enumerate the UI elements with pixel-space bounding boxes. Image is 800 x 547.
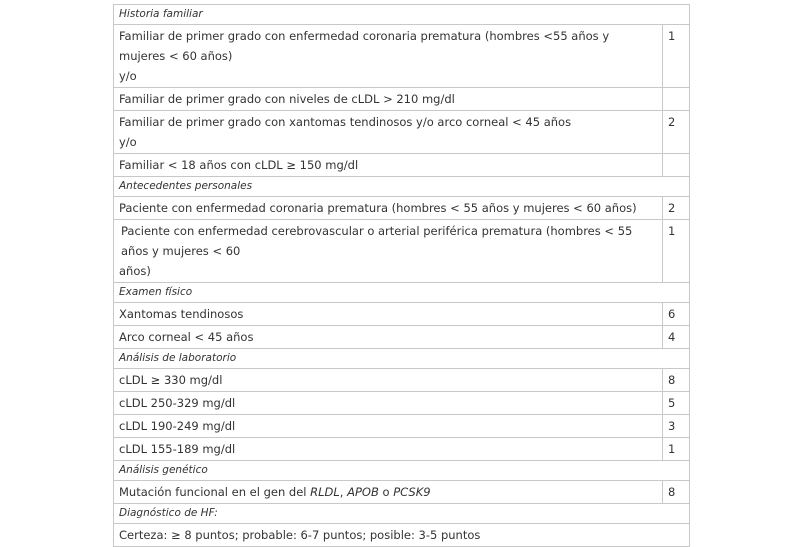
section-header-historia <box>114 5 690 25</box>
table-row <box>114 220 690 283</box>
gene-name: PCSK9 <box>393 485 431 499</box>
criterion-text: Familiar de primer grado con enfermedad coronaria prematura (hombres <55 años y mujeres < 60 años) <box>119 29 610 63</box>
points-cell: 6 <box>663 303 690 325</box>
section-title: Historia familiar <box>114 5 690 24</box>
separator: o <box>378 485 394 499</box>
section-title: Análisis de laboratorio <box>114 349 690 368</box>
table-row <box>114 524 690 547</box>
points-cell <box>663 88 690 110</box>
criterion-cell: Xantomas tendinosos <box>114 303 663 325</box>
points-cell: 1 <box>663 220 690 282</box>
table-row <box>114 392 690 415</box>
section-title: Análisis genético <box>114 461 690 480</box>
separator: , <box>339 485 348 499</box>
table-row <box>114 154 690 177</box>
points-cell <box>663 154 690 176</box>
criterion-text: años) <box>119 264 151 278</box>
section-title: Examen físico <box>114 283 690 302</box>
criterion-cell: cLDL 190-249 mg/dl <box>114 415 663 437</box>
criterion-text: y/o <box>119 135 137 149</box>
scoring-table <box>113 4 690 547</box>
criterion-text: Mutación funcional en el gen del <box>119 485 311 499</box>
table-row <box>114 197 690 220</box>
table-row <box>114 481 690 504</box>
criterion-cell: cLDL 250-329 mg/dl <box>114 392 663 414</box>
criterion-cell: Arco corneal < 45 años <box>114 326 663 348</box>
points-cell: 5 <box>663 392 690 414</box>
section-header-genetico <box>114 461 690 481</box>
criterion-cell <box>114 25 663 87</box>
criterion-text: Familiar de primer grado con xantomas tendinosos y/o arco corneal < 45 años <box>119 115 572 129</box>
points-cell: 1 <box>663 25 690 87</box>
points-cell: 1 <box>663 438 690 460</box>
criterion-cell <box>114 111 663 153</box>
criterion-cell: Paciente con enfermedad coronaria prematura (hombres < 55 años y mujeres < 60 años) <box>114 197 663 219</box>
diagnosis-cell: Certeza: ≥ 8 puntos; probable: 6-7 puntos; posible: 3-5 puntos <box>114 524 690 546</box>
table-row <box>114 369 690 392</box>
criterion-cell: Familiar < 18 años con cLDL ≥ 150 mg/dl <box>114 154 663 176</box>
table-row <box>114 88 690 111</box>
criterion-cell <box>114 220 663 282</box>
criterion-text: Paciente con enfermedad cerebrovascular o arterial periférica prematura (hombres < 55 años y mujeres < 60 <box>121 224 633 258</box>
section-title: Diagnóstico de HF: <box>114 504 690 523</box>
criterion-cell: cLDL 155-189 mg/dl <box>114 438 663 460</box>
gene-name: APOB <box>347 485 379 499</box>
table-row <box>114 111 690 154</box>
table-row <box>114 303 690 326</box>
points-cell: 2 <box>663 197 690 219</box>
table-row <box>114 415 690 438</box>
table-row <box>114 326 690 349</box>
section-header-diagnostico <box>114 504 690 524</box>
criterion-text: y/o <box>119 69 137 83</box>
points-cell: 8 <box>663 369 690 391</box>
table-row <box>114 438 690 461</box>
points-cell: 2 <box>663 111 690 153</box>
criterion-cell: Familiar de primer grado con niveles de cLDL > 210 mg/dl <box>114 88 663 110</box>
criterion-cell <box>114 481 663 503</box>
gene-name: RLDL <box>310 485 340 499</box>
points-cell: 3 <box>663 415 690 437</box>
section-title: Antecedentes personales <box>114 177 690 196</box>
points-cell: 8 <box>663 481 690 503</box>
criterion-cell: cLDL ≥ 330 mg/dl <box>114 369 663 391</box>
table-row <box>114 25 690 88</box>
section-header-laboratorio <box>114 349 690 369</box>
points-cell: 4 <box>663 326 690 348</box>
section-header-examen <box>114 283 690 303</box>
section-header-antecedentes <box>114 177 690 197</box>
